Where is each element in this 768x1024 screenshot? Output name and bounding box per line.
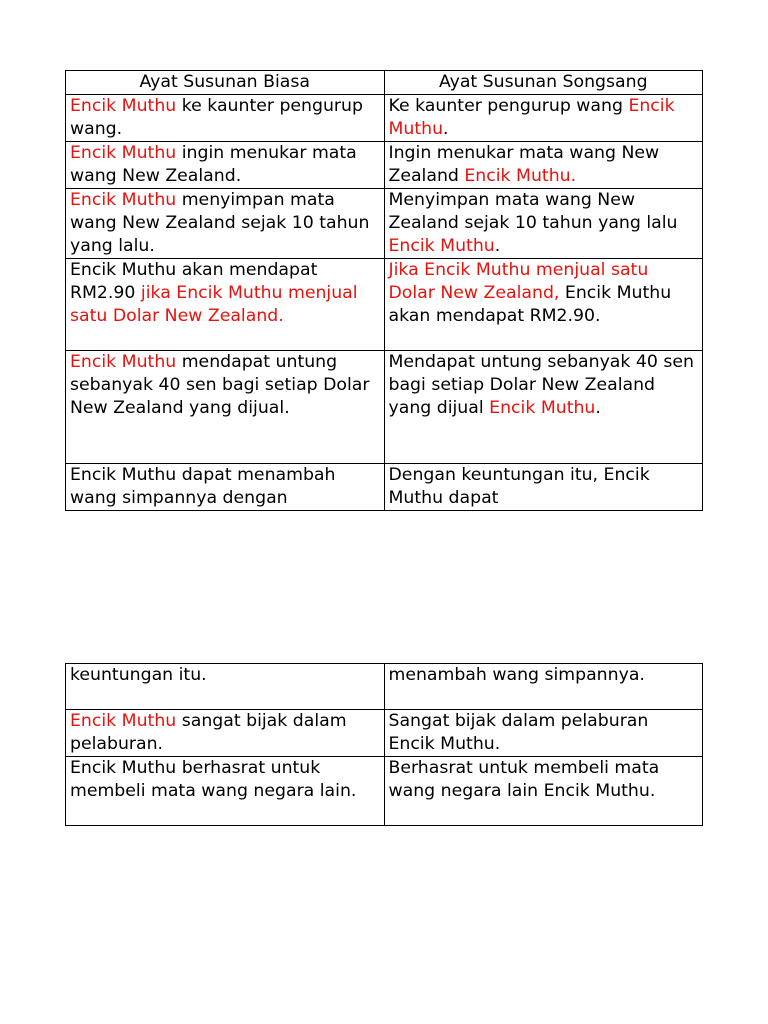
table-row: [66, 710, 703, 757]
table-row: [66, 142, 703, 189]
cell-text: Dengan keuntungan itu, Encik Muthu dapat: [388, 465, 650, 508]
highlighted-text: Encik Muthu: [70, 143, 177, 163]
highlighted-text: Encik Muthu: [70, 96, 177, 116]
table-header-row: [66, 71, 703, 95]
highlighted-text: Encik Muthu.: [464, 166, 577, 186]
header-ayat-susunan-songsang: Ayat Susunan Songsang: [384, 71, 703, 95]
cell-susunan-biasa: [66, 464, 385, 511]
cell-susunan-songsang: [384, 351, 703, 464]
cell-susunan-songsang: [384, 664, 703, 710]
highlighted-text: Encik Muthu: [70, 190, 177, 210]
cell-susunan-biasa: [66, 142, 385, 189]
cell-susunan-songsang: [384, 189, 703, 259]
cell-text: Mendapat untung sebanyak 40 sen bagi setiap Dolar New Zealand yang dijual: [388, 352, 694, 418]
cell-text: Ke kaunter pengurup wang: [388, 96, 629, 116]
highlighted-text: Encik Muthu: [388, 236, 495, 256]
cell-text: .: [595, 398, 601, 418]
cell-susunan-songsang: [384, 710, 703, 757]
highlighted-text: Jika Encik Muthu menjual satu Dolar New Zealand,: [388, 260, 649, 303]
cell-susunan-songsang: [384, 259, 703, 351]
table-row: [66, 95, 703, 142]
cell-text: Encik Muthu berhasrat untuk membeli mata wang negara lain.: [70, 758, 357, 801]
cell-text: sangat bijak dalam pelaburan.: [70, 711, 347, 754]
table-row: [66, 259, 703, 351]
sentence-comparison-table-continued: [65, 663, 703, 826]
cell-susunan-biasa: [66, 259, 385, 351]
highlighted-text: jika Encik Muthu menjual satu Dolar New Zealand.: [70, 283, 358, 326]
cell-susunan-biasa: [66, 95, 385, 142]
cell-susunan-biasa: [66, 189, 385, 259]
cell-susunan-biasa: [66, 664, 385, 710]
header-ayat-susunan-biasa: Ayat Susunan Biasa: [66, 71, 385, 95]
table-row: [66, 351, 703, 464]
table-row: [66, 464, 703, 511]
highlighted-text: Encik Muthu: [388, 96, 675, 139]
highlighted-text: Encik Muthu: [70, 352, 177, 372]
sentence-comparison-table: [65, 70, 703, 511]
cell-text: Sangat bijak dalam pelaburan Encik Muthu.: [388, 711, 649, 754]
cell-text: Ingin menukar mata wang New Zealand: [388, 143, 660, 186]
cell-text: keuntungan itu.: [70, 665, 207, 685]
cell-susunan-biasa: [66, 351, 385, 464]
table-row: [66, 189, 703, 259]
cell-text: menambah wang simpannya.: [388, 665, 645, 685]
cell-text: ingin menukar mata wang New Zealand.: [70, 143, 357, 186]
cell-susunan-biasa: [66, 710, 385, 757]
highlighted-text: Encik Muthu: [70, 711, 177, 731]
cell-text: mendapat untung sebanyak 40 sen bagi setiap Dolar New Zealand yang dijual.: [70, 352, 370, 418]
table-row: [66, 664, 703, 710]
cell-susunan-songsang: [384, 142, 703, 189]
cell-susunan-songsang: [384, 95, 703, 142]
cell-text: Berhasrat untuk membeli mata wang negara lain Encik Muthu.: [388, 758, 660, 801]
cell-susunan-biasa: [66, 757, 385, 826]
cell-text: Menyimpan mata wang New Zealand sejak 10 tahun yang lalu: [388, 190, 678, 233]
cell-susunan-songsang: [384, 464, 703, 511]
cell-susunan-songsang: [384, 757, 703, 826]
cell-text: ke kaunter pengurup wang.: [70, 96, 363, 139]
cell-text: Encik Muthu dapat menambah wang simpannya dengan: [70, 465, 336, 508]
cell-text: .: [443, 119, 449, 139]
cell-text: .: [494, 236, 501, 256]
highlighted-text: Encik Muthu: [489, 398, 596, 418]
cell-text: Encik Muthu akan mendapat RM2.90.: [388, 283, 672, 326]
cell-text: menyimpan mata wang New Zealand sejak 10 tahun yang lalu.: [70, 190, 370, 256]
cell-text: Encik Muthu akan mendapat RM2.90: [70, 260, 318, 303]
table-row: [66, 757, 703, 826]
